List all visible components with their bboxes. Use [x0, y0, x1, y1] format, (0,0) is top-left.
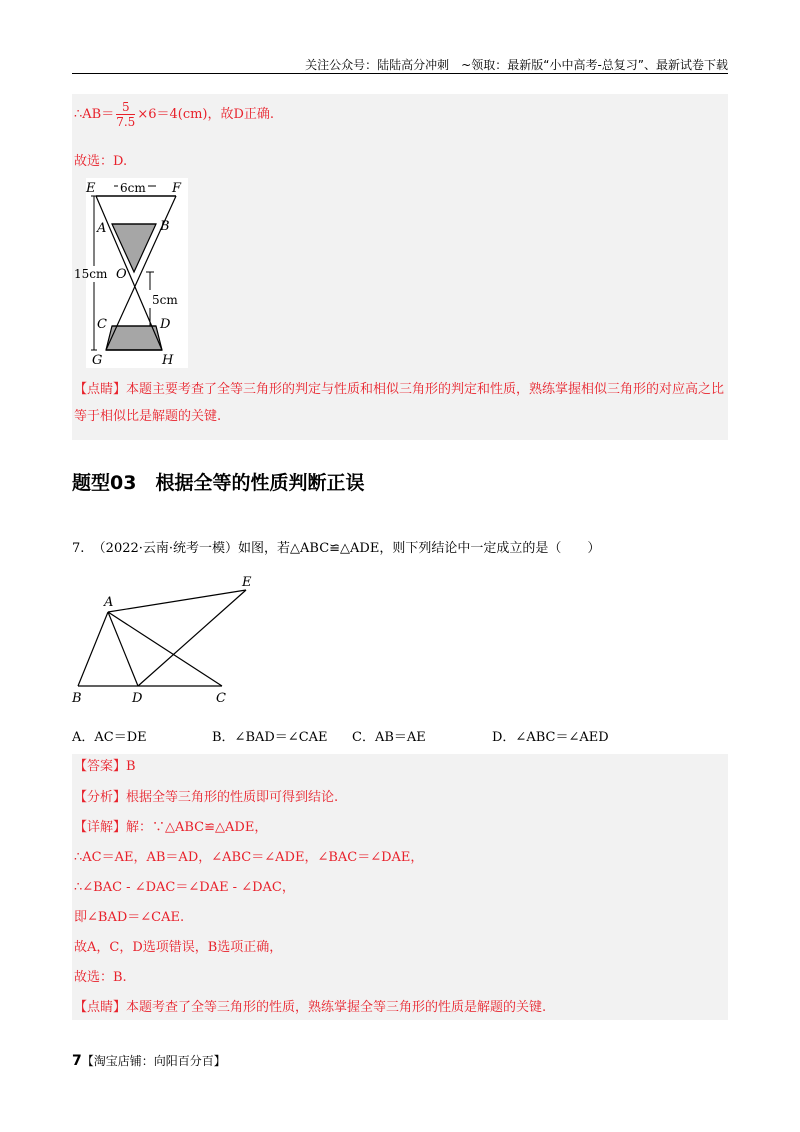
option-b: B．∠BAD＝∠CAE: [212, 730, 328, 745]
fraction-numerator: 5: [116, 100, 135, 115]
answer-line: 【答案】B: [74, 759, 136, 774]
label-C: C: [97, 317, 107, 332]
step-line-2: ∴∠BAC - ∠DAC＝∠DAE - ∠DAC，: [74, 880, 295, 895]
dim-top: 6cm: [120, 181, 146, 195]
calc-suffix: ×6＝4(cm)，故D正确.: [137, 107, 275, 122]
option-a: A．AC＝DE: [72, 730, 147, 745]
note-line-2: 【点睛】本题考查了全等三角形的性质，熟练掌握全等三角形的性质是解题的关键.: [74, 1000, 547, 1015]
calculation-line: [74, 100, 274, 129]
label-E: E: [86, 181, 96, 196]
page-mark: 7: [72, 1053, 82, 1069]
footer-text: 【淘宝店铺：向阳百分百】: [81, 1054, 226, 1068]
header-text: 关注公众号：陆陆高分冲刺 ~领取：最新版“小中高考-总复习”、最新试卷下载: [305, 58, 728, 72]
footer: [72, 1052, 226, 1069]
step-line-1: ∴AC＝AE，AB＝AD，∠ABC＝∠ADE，∠BAC＝∠DAE，: [74, 850, 424, 865]
triangle-figure: [70, 574, 260, 706]
question-7: [72, 537, 600, 556]
calc-prefix: ∴AB＝: [74, 107, 115, 122]
fraction-denominator: 7.5: [116, 115, 136, 129]
header-divider: [72, 73, 728, 74]
question-number: 7.: [72, 541, 85, 556]
label-D: D: [160, 317, 171, 332]
label-E: E: [242, 575, 252, 590]
section-title: 题型03 根据全等的性质判断正误: [72, 472, 365, 494]
label-A: A: [97, 221, 107, 236]
label-A: A: [104, 595, 114, 610]
label-C: C: [216, 691, 226, 706]
fraction: [116, 100, 135, 129]
label-F: F: [172, 181, 182, 196]
analysis-line: 【分析】根据全等三角形的性质即可得到结论.: [74, 790, 339, 805]
label-B: B: [72, 691, 82, 706]
step-line-4: 故A，C，D选项错误，B选项正确，: [74, 940, 283, 955]
step-line-3: 即∠BAD＝∠CAE.: [74, 910, 185, 925]
dim-left: 15cm: [74, 267, 108, 281]
question-text: 如图，若△ABC≌△ADE，则下列结论中一定成立的是（ ）: [238, 541, 601, 556]
choice-line-2: 故选：B.: [74, 970, 127, 985]
dim-right: 5cm: [152, 293, 178, 307]
choice-line-1: 故选：D.: [74, 154, 128, 169]
question-source: （2022·云南·统考一模）: [92, 541, 239, 556]
label-O: O: [116, 267, 127, 282]
hourglass-figure: [74, 178, 188, 368]
option-d: D．∠ABC＝∠AED: [492, 730, 609, 745]
label-D: D: [132, 691, 143, 706]
option-c: C．AB＝AE: [352, 730, 426, 745]
note-line-1: 【点睛】本题主要考查了全等三角形的判定与性质和相似三角形的判定和性质，熟练掌握相似三角形的对应高之比等于相似比是解题的关键.: [74, 382, 725, 424]
label-B: B: [160, 219, 170, 234]
detail-line: 【详解】解：∵△ABC≌△ADE，: [74, 820, 268, 835]
label-G: G: [92, 353, 103, 368]
label-H: H: [162, 353, 174, 368]
